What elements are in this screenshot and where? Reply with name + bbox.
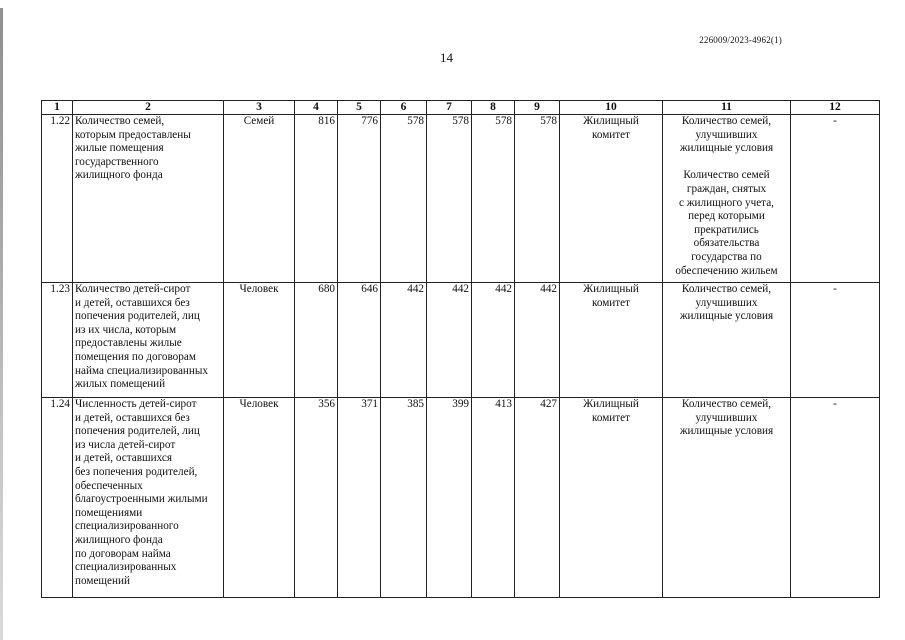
- column-header: 3: [224, 101, 295, 115]
- row-number: 1.24: [42, 398, 73, 598]
- column-header: 11: [663, 101, 791, 115]
- value-cell: 578: [515, 115, 560, 283]
- indicator-name: Количество детей-сирот и детей, оставшихся без попечения родителей, лиц из их числа, которым предоставлены жилые помещения по договорам найма специализированных жилых помещений: [73, 283, 224, 398]
- executor-cell: Жилищный комитет: [560, 283, 663, 398]
- result-indicator-cell: Количество семей, улучшивших жилищные условия Количество семей граждан, снятых с жилищного учета, перед которыми прекратились обязательства государства по обеспечению жильем: [663, 115, 791, 283]
- column-header: 12: [791, 101, 880, 115]
- row-number: 1.23: [42, 283, 73, 398]
- value-cell: 578: [472, 115, 515, 283]
- column-header: 2: [73, 101, 224, 115]
- value-cell: 413: [472, 398, 515, 598]
- indicators-table: [41, 100, 880, 598]
- column-header: 7: [427, 101, 472, 115]
- value-cell: 680: [295, 283, 338, 398]
- table-header-row: [42, 101, 880, 115]
- column-header: 8: [472, 101, 515, 115]
- scan-edge-shadow: [0, 8, 3, 640]
- table-row: [42, 283, 880, 398]
- page-number: 14: [440, 50, 453, 65]
- value-cell: 646: [338, 283, 381, 398]
- value-cell: 442: [515, 283, 560, 398]
- column-header: 4: [295, 101, 338, 115]
- value-cell: 578: [381, 115, 427, 283]
- value-cell: 442: [381, 283, 427, 398]
- document-number: 226009/2023-4962(1): [699, 35, 782, 45]
- note-cell: -: [791, 115, 880, 283]
- value-cell: 442: [427, 283, 472, 398]
- unit-cell: Человек: [224, 283, 295, 398]
- result-indicator-cell: Количество семей, улучшивших жилищные условия: [663, 398, 791, 598]
- executor-cell: Жилищный комитет: [560, 115, 663, 283]
- unit-cell: Семей: [224, 115, 295, 283]
- value-cell: 776: [338, 115, 381, 283]
- note-cell: -: [791, 283, 880, 398]
- value-cell: 385: [381, 398, 427, 598]
- column-header: 10: [560, 101, 663, 115]
- indicator-name: Количество семей, которым предоставлены жилые помещения государственного жилищного фонда: [73, 115, 224, 283]
- row-number: 1.22: [42, 115, 73, 283]
- column-header: 9: [515, 101, 560, 115]
- value-cell: 442: [472, 283, 515, 398]
- column-header: 5: [338, 101, 381, 115]
- unit-cell: Человек: [224, 398, 295, 598]
- value-cell: 399: [427, 398, 472, 598]
- result-indicator-cell: Количество семей, улучшивших жилищные условия: [663, 283, 791, 398]
- table-row: [42, 398, 880, 598]
- value-cell: 427: [515, 398, 560, 598]
- table-row: [42, 115, 880, 283]
- executor-cell: Жилищный комитет: [560, 398, 663, 598]
- note-cell: -: [791, 398, 880, 598]
- value-cell: 578: [427, 115, 472, 283]
- value-cell: 816: [295, 115, 338, 283]
- value-cell: 356: [295, 398, 338, 598]
- value-cell: 371: [338, 398, 381, 598]
- column-header: 1: [42, 101, 73, 115]
- indicator-name: Численность детей-сирот и детей, оставшихся без попечения родителей, лиц из числа детей-сирот и детей, оставшихся без попечения родителей, обеспеченных благоустроенными жилыми помещениями специализированного жилищного фонда по договорам найма специализированных помещений: [73, 398, 224, 598]
- column-header: 6: [381, 101, 427, 115]
